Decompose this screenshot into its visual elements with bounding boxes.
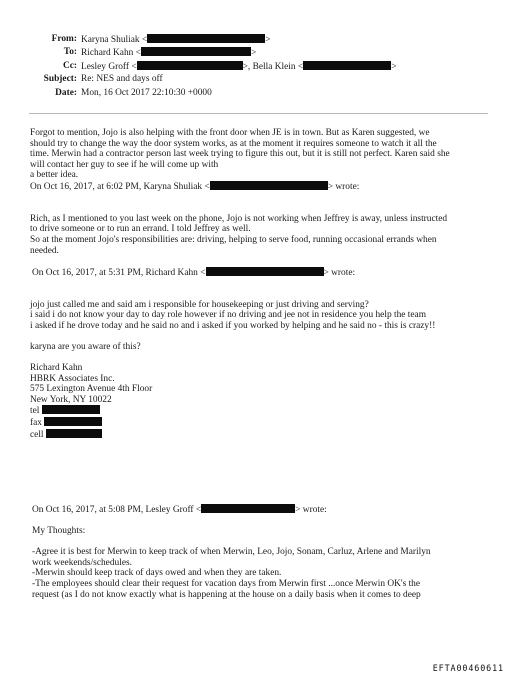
text-line: HBRK Associates Inc. <box>30 373 115 384</box>
text-line: So at the moment Jojo's responsibilities are: driving, helping to serve food, running occasional errands when <box>30 234 437 245</box>
cc-mid: >, Bella Klein < <box>242 61 304 72</box>
subject-row <box>0 74 512 87</box>
text-line: i asked if he drove today and he said no and i asked if you worked by helping and he said no - this is crazy!! <box>30 320 436 331</box>
cc-row <box>0 61 512 74</box>
redaction-bar <box>303 61 391 70</box>
text-line: request (as I do not know exactly what is happening at the house on a daily basis when it comes to deep <box>32 589 421 600</box>
body-paragraph: karyna are you aware of this? <box>30 341 141 352</box>
text-line: needed. <box>30 245 59 256</box>
email-body <box>30 128 490 600</box>
text-line: Richard Kahn <box>30 363 83 374</box>
from-value: Karyna Shuliak < <box>81 35 148 45</box>
text-line: to drive someone or to run an errand. I told Jeffrey as well. <box>30 224 251 235</box>
fax-label: fax <box>30 418 42 429</box>
redaction-bar <box>201 504 295 513</box>
document-id: EFTA00460611 <box>432 663 504 673</box>
body-paragraph <box>30 214 490 256</box>
redaction-bar <box>141 47 251 56</box>
text-line: a better idea. <box>30 170 79 181</box>
quote-header: On Oct 16, 2017, at 5:31 PM, Richard Kahn < > wrote: <box>32 267 356 278</box>
quote-header: On Oct 16, 2017, at 6:02 PM, Karyna Shuliak < > wrote: <box>30 181 360 192</box>
cc-end: > <box>391 61 397 72</box>
subject-label: Subject: <box>43 74 77 85</box>
from-end: > <box>265 35 271 45</box>
email-header <box>0 34 512 101</box>
redaction-bar <box>210 181 328 190</box>
date-value: Mon, 16 Oct 2017 22:10:30 +0000 <box>81 87 212 98</box>
redaction-bar <box>137 61 243 70</box>
redaction-bar <box>46 429 102 438</box>
text-line: Rich, as I mentioned to you last week on the phone, Jojo is not working when Jeffrey is away, unless instructed <box>30 213 448 224</box>
cell-label: cell <box>30 429 44 440</box>
text-line: time. Merwin had a contractor person last week trying to figure this out, but it is still not perfect. Karen said she <box>30 149 450 160</box>
text-line: work weekends/schedules. <box>32 557 132 568</box>
from-label: From: <box>51 34 77 44</box>
text-line: -Agree it is best for Merwin to keep track of when Merwin, Leo, Jojo, Sonam, Carluz, Arlene and Marilyn <box>32 547 431 558</box>
text-line: -Merwin should keep track of days owed and when they are taken. <box>32 568 282 579</box>
redaction-bar <box>44 417 102 426</box>
from-row <box>0 34 512 47</box>
redaction-bar <box>147 34 265 43</box>
tel-label: tel <box>30 406 40 417</box>
body-paragraph <box>30 128 490 181</box>
date-label: Date: <box>55 87 77 98</box>
subject-value: Re: NES and days off <box>81 74 163 85</box>
text-line: will contact her guy to see if he will come up with <box>30 159 219 170</box>
date-row <box>0 88 512 101</box>
to-end: > <box>250 48 257 59</box>
cc-label: Cc: <box>62 60 77 71</box>
text-line: should try to change the way the door system works, as at the moment it requires someone to watch it all the <box>30 138 437 149</box>
redaction-bar <box>42 405 100 414</box>
body-paragraph: My Thoughts: <box>32 525 86 536</box>
redaction-bar <box>206 267 324 276</box>
text-line: Forgot to mention, Jojo is also helping with the front door when JE is in town. But as Karen suggested, we <box>30 128 430 138</box>
cc-value: Lesley Groff < <box>81 61 137 72</box>
signature <box>30 363 490 440</box>
to-row <box>0 47 512 60</box>
quote-header: On Oct 16, 2017, at 5:08 PM, Lesley Groff < > wrote: <box>32 504 327 515</box>
text-line: jojo just called me and said am i responsible for housekeeping or just driving and serving? <box>30 299 369 310</box>
body-paragraph <box>30 300 490 332</box>
text-line: i said i do not know your day to day role however if no driving and jee not in residence you help the team <box>30 310 426 321</box>
to-value: Richard Kahn < <box>81 48 141 59</box>
text-line: New York, NY 10022 <box>30 394 112 405</box>
to-label: To: <box>63 47 77 58</box>
body-paragraph <box>30 547 490 600</box>
text-line: -The employees should clear their request for vacation days from Merwin first ...once Merwin OK's the <box>32 578 421 589</box>
text-line: 575 Lexington Avenue 4th Floor <box>30 384 153 395</box>
header-divider <box>29 113 488 114</box>
